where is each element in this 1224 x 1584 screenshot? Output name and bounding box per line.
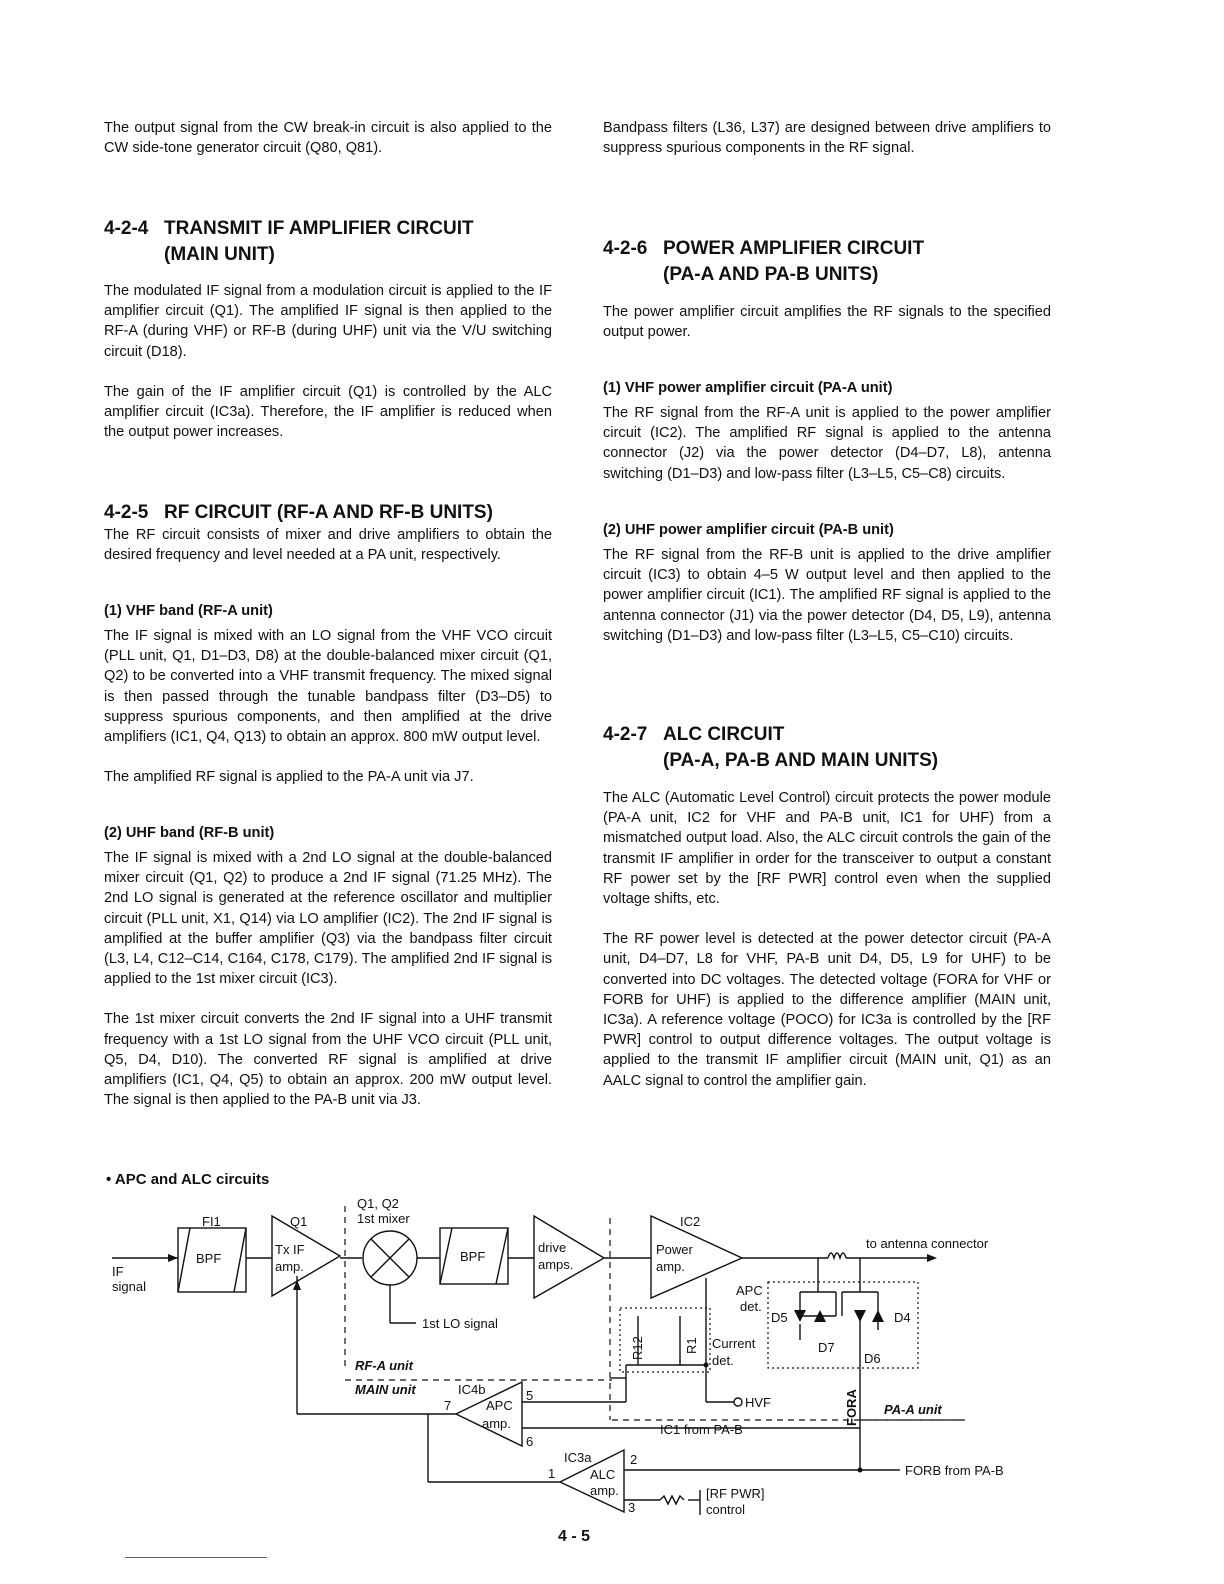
section-title-cont: (MAIN UNIT) bbox=[164, 244, 275, 265]
section-title-cont: (PA-A AND PA-B UNITS) bbox=[663, 264, 879, 285]
paragraph: The IF signal is mixed with a 2nd LO signal at the double-balanced mixer circuit (Q1, Q2) to produce a 2nd IF signal (71.25 MHz). The 2nd LO signal is generated at the reference oscillator and multiplier circuit (PLL unit, X1, Q14) via LO amplifier (IC2). The 2nd IF signal is amplified at the buffer amplifier (Q3) via the bandpass filter circuit (L3, L4, C12–C14, C164, C178, C179). The amplified 2nd IF signal is applied to the 1st mixer circuit (IC3). bbox=[104, 850, 552, 988]
label-q1: Q1 bbox=[290, 1214, 308, 1229]
paragraph: The ALC (Automatic Level Control) circuit protects the power module (PA-A unit, IC2 for VHF and PA-B unit, IC1 for UHF) from a mismatched output load. Also, the ALC circuit controls the gain of the transmit IF amplifier in order for the transceiver to output a constant RF power set by the [RF PWR] control even when the supplied voltage shifts, etc. bbox=[603, 790, 1051, 908]
paragraph: The gain of the IF amplifier circuit (Q1) is controlled by the ALC amplifier circuit (IC3a). Therefore, the IF amplifier is reduced when the output power increases. bbox=[104, 383, 552, 441]
section-4-2-4-body bbox=[104, 281, 552, 442]
subheading-vhf-pa: (1) VHF power amplifier circuit (PA-A unit) bbox=[603, 380, 893, 396]
section-number: 4-2-4 bbox=[104, 218, 149, 239]
label-drive: drive bbox=[538, 1240, 567, 1255]
paragraph: The RF circuit consists of mixer and drive amplifiers to obtain the desired frequency and level needed at a PA unit, respectively. bbox=[104, 527, 552, 564]
label-rfpwr-control: control bbox=[706, 1502, 746, 1517]
label-apc-amp: APC bbox=[486, 1398, 513, 1413]
label-txif-amp: amp. bbox=[275, 1259, 304, 1274]
label-apc-det: APC bbox=[736, 1283, 763, 1298]
apc-alc-block-diagram bbox=[0, 1190, 1224, 1530]
label-1st-mixer: 1st mixer bbox=[357, 1211, 410, 1226]
label-hvf: HVF bbox=[745, 1395, 771, 1410]
diode-d6 bbox=[854, 1310, 866, 1322]
section-title: POWER AMPLIFIER CIRCUIT bbox=[663, 238, 925, 259]
label-bpf1: BPF bbox=[196, 1251, 222, 1266]
left-intro bbox=[104, 118, 552, 158]
subheading-vhf-band: (1) VHF band (RF-A unit) bbox=[104, 603, 273, 619]
section-4-2-6-body bbox=[603, 302, 1051, 342]
section-number: 4-2-7 bbox=[603, 724, 648, 745]
label-pin1: 1 bbox=[548, 1466, 556, 1481]
section-title: TRANSMIT IF AMPLIFIER CIRCUIT bbox=[164, 218, 474, 239]
label-current-det: det. bbox=[712, 1353, 734, 1368]
label-1st-lo: 1st LO signal bbox=[422, 1316, 498, 1331]
subheading-uhf-band: (2) UHF band (RF-B unit) bbox=[104, 825, 275, 841]
paragraph: Bandpass filters (L36, L37) are designed between drive amplifiers to suppress spurious components in the RF signal. bbox=[603, 120, 1051, 157]
paragraph: The IF signal is mixed with an LO signal from the VHF VCO circuit (PLL unit, Q1, D1–D3, D8) at the double-balanced mixer circuit (Q1, Q2) to be converted into a VHF transmit frequency. The mixed signal is then passed through the tunable bandpass filter (D3–D5) to suppress spurious components, and then amplified at the drive amplifiers (IC1, Q4, Q13) to obtain an approx. 800 mW output level. bbox=[104, 628, 552, 746]
section-heading-4-2-6 bbox=[603, 236, 924, 288]
label-pin6: 6 bbox=[526, 1434, 534, 1449]
label-pin2: 2 bbox=[630, 1452, 638, 1467]
label-ic1-pab: IC1 from PA-B bbox=[660, 1422, 743, 1437]
label-power-amp: amp. bbox=[656, 1259, 685, 1274]
paragraph: The modulated IF signal from a modulation circuit is applied to the IF amplifier circuit (Q1). The amplified IF signal is then applied to the RF-A (during VHF) or RF-B (during UHF) unit via the V/U switching circuit (D18). bbox=[104, 283, 552, 360]
section-heading-4-2-4 bbox=[104, 216, 474, 268]
paragraph: The RF signal from the RF-B unit is applied to the drive amplifier circuit (IC3) to obtain 4–5 W output level and then applied to the power amplifier circuit (IC1). The amplified RF signal is applied to the antenna connector (J1) via the power detector (D4, D5, L9), antenna switching (D1–D3) and low-pass filter (L3–L5, C5–C10) circuits. bbox=[603, 547, 1051, 644]
label-r1: R1 bbox=[684, 1337, 699, 1354]
diagram-heading: • APC and ALC circuits bbox=[106, 1171, 270, 1188]
paragraph: The amplified RF signal is applied to the PA-A unit via J7. bbox=[104, 769, 474, 786]
label-q1q2: Q1, Q2 bbox=[357, 1196, 399, 1211]
uhf-pa-body bbox=[603, 545, 1051, 646]
label-paa-unit: PA-A unit bbox=[884, 1402, 942, 1417]
label-ic3a: IC3a bbox=[564, 1450, 592, 1465]
paragraph: The output signal from the CW break-in circuit is also applied to the CW side-tone generator circuit (Q80, Q81). bbox=[104, 120, 552, 157]
vhf-pa-body bbox=[603, 403, 1051, 484]
label-alc-amp: amp. bbox=[590, 1483, 619, 1498]
label-forb: FORB from PA-B bbox=[905, 1463, 1004, 1478]
label-ic2: IC2 bbox=[680, 1214, 701, 1229]
label-rfa-unit: RF-A unit bbox=[355, 1358, 413, 1373]
label-d6: D6 bbox=[864, 1351, 881, 1366]
paragraph: The power amplifier circuit amplifies the RF signals to the specified output power. bbox=[603, 304, 1051, 341]
label-apc-amp-2: amp. bbox=[482, 1416, 511, 1431]
page-number: 4 - 5 bbox=[558, 1528, 591, 1545]
section-4-2-7-body bbox=[603, 788, 1051, 1091]
label-apc-det-2: det. bbox=[740, 1299, 762, 1314]
label-alc: ALC bbox=[590, 1467, 616, 1482]
section-number: 4-2-5 bbox=[104, 502, 149, 523]
paragraph: The RF power level is detected at the power detector circuit (PA-A unit, D4–D7, L8 for VHF, PA-B unit D4, D5, L9 for UHF) to be converted into DC voltages. The detected voltage (FORA for VHF or FORB for UHF) is applied to the difference amplifier (MAIN unit, IC3a). A reference voltage (POCO) for IC3a is controlled by the [RF PWR] control to output difference voltages. The output voltage is applied to the transmit IF amplifier circuit (MAIN unit, Q1) as an AALC signal to control the amplifier gain. bbox=[603, 931, 1051, 1089]
label-drive-amps: amps. bbox=[538, 1257, 574, 1272]
label-current: Current bbox=[712, 1336, 756, 1351]
section-title-cont: (PA-A, PA-B AND MAIN UNITS) bbox=[663, 750, 939, 771]
label-power: Power bbox=[656, 1242, 693, 1257]
section-heading-4-2-5 bbox=[104, 500, 493, 526]
label-d5: D5 bbox=[771, 1310, 788, 1325]
vhf-band-body bbox=[104, 626, 552, 787]
label-d4: D4 bbox=[894, 1310, 911, 1325]
label-pin7: 7 bbox=[444, 1398, 452, 1413]
section-title: RF CIRCUIT (RF-A AND RF-B UNITS) bbox=[164, 502, 493, 523]
footer-rule bbox=[125, 1557, 267, 1558]
label-pin5: 5 bbox=[526, 1388, 534, 1403]
section-4-2-5-body bbox=[104, 525, 552, 565]
label-signal: signal bbox=[112, 1279, 146, 1294]
label-fi1: FI1 bbox=[202, 1214, 221, 1229]
section-heading-4-2-7 bbox=[603, 722, 938, 774]
label-txif: Tx IF bbox=[275, 1242, 305, 1257]
label-rfpwr: [RF PWR] bbox=[706, 1486, 765, 1501]
label-antenna: to antenna connector bbox=[866, 1236, 989, 1251]
paragraph: The 1st mixer circuit converts the 2nd IF signal into a UHF transmit frequency with a 1st LO signal from the UHF VCO circuit (PLL unit, Q5, D4, D10). The converted RF signal is amplified at drive amplifiers (IC1, Q4, Q5) to obtain an approx. 200 mW output level. The signal is then applied to the PA-B unit via J3. bbox=[104, 1011, 552, 1109]
subheading-uhf-pa: (2) UHF power amplifier circuit (PA-B unit) bbox=[603, 522, 894, 538]
label-main-unit: MAIN unit bbox=[355, 1382, 416, 1397]
label-r12: R12 bbox=[630, 1336, 645, 1360]
label-d7: D7 bbox=[818, 1340, 835, 1355]
label-if: IF bbox=[112, 1264, 124, 1279]
paragraph: The RF signal from the RF-A unit is applied to the power amplifier circuit (IC2). The amplified RF signal is applied to the antenna connector (J2) via the power detector (D4–D7, L8), antenna switching (D1–D3) and low-pass filter (L3–L5, C5–C8) circuits. bbox=[603, 405, 1051, 482]
label-pin3: 3 bbox=[628, 1500, 636, 1515]
right-intro bbox=[603, 118, 1051, 158]
section-number: 4-2-6 bbox=[603, 238, 648, 259]
diode-d4 bbox=[872, 1310, 884, 1322]
label-ic4b: IC4b bbox=[458, 1382, 486, 1397]
label-fora: FORA bbox=[844, 1389, 859, 1426]
label-bpf2: BPF bbox=[460, 1249, 486, 1264]
section-title: ALC CIRCUIT bbox=[663, 724, 785, 745]
uhf-band-body bbox=[104, 848, 552, 1110]
